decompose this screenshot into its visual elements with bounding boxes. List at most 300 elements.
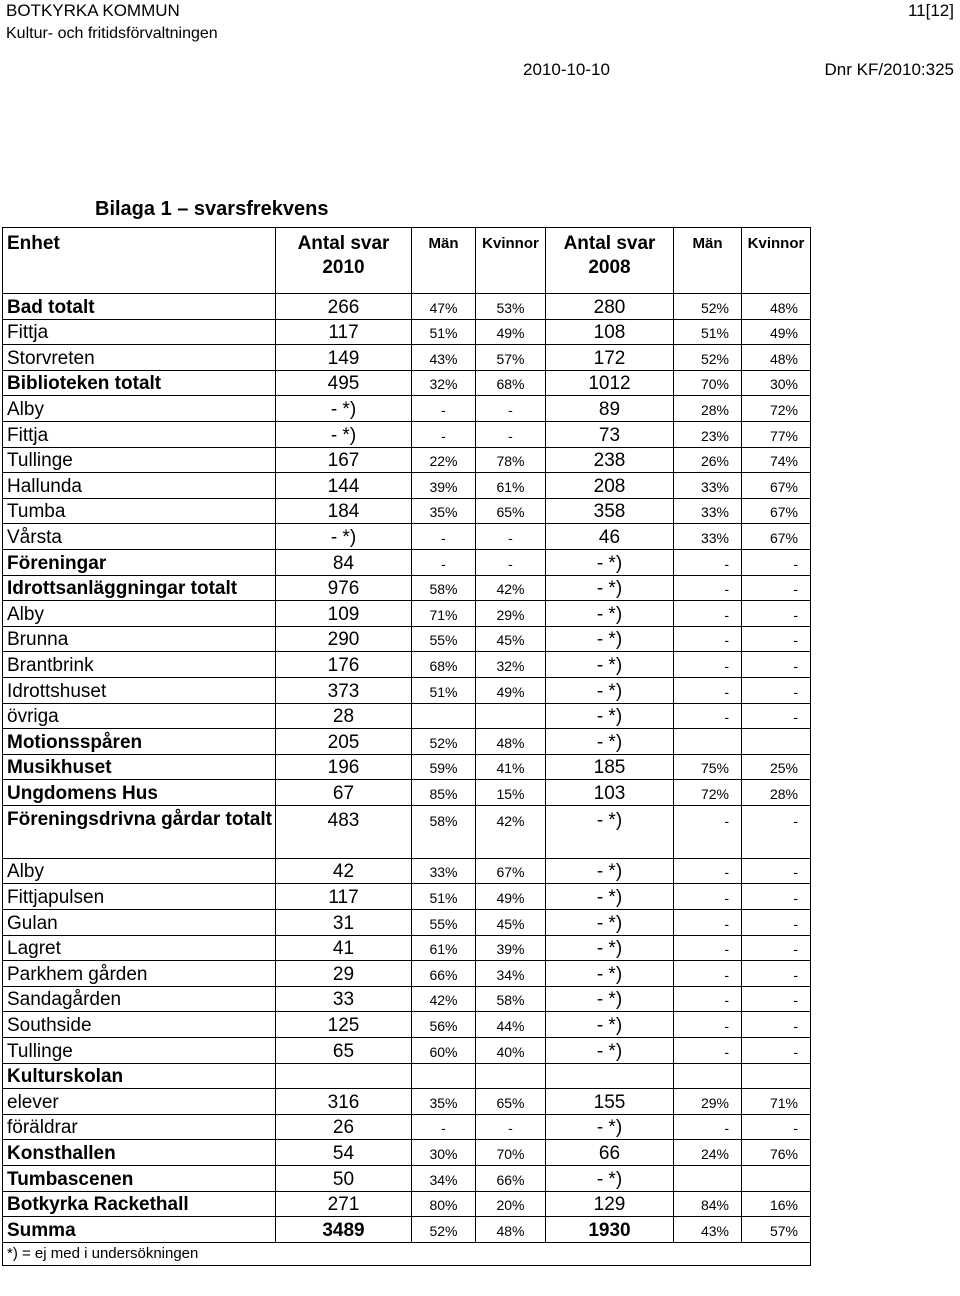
count-2010-cell: 205 bbox=[276, 729, 412, 755]
men-2008-cell: 84% bbox=[674, 1191, 742, 1217]
women-2010-cell: 42% bbox=[476, 575, 546, 601]
women-2010-cell: 40% bbox=[476, 1038, 546, 1064]
page-number: 11[12] bbox=[907, 1, 954, 20]
men-2010-cell: 51% bbox=[412, 319, 476, 345]
table-row bbox=[3, 1166, 811, 1192]
men-2010-cell: 42% bbox=[412, 986, 476, 1012]
table-row bbox=[3, 652, 811, 678]
unit-cell: Tumba bbox=[3, 498, 276, 524]
col-header-women-2008: Kvinnor bbox=[742, 228, 811, 294]
count-2008-cell: - *) bbox=[546, 986, 674, 1012]
unit-cell: Parkhem gården bbox=[3, 961, 276, 987]
men-2010-cell: 60% bbox=[412, 1038, 476, 1064]
men-2008-cell: 33% bbox=[674, 524, 742, 550]
table-row bbox=[3, 549, 811, 575]
count-2008-cell: - *) bbox=[546, 858, 674, 884]
women-2008-cell: - bbox=[742, 626, 811, 652]
unit-cell: Brunna bbox=[3, 626, 276, 652]
col-header-men-2008: Män bbox=[674, 228, 742, 294]
men-2008-cell: - bbox=[674, 986, 742, 1012]
count-2010-cell: - *) bbox=[276, 396, 412, 422]
men-2010-cell: 68% bbox=[412, 652, 476, 678]
women-2010-cell: 49% bbox=[476, 319, 546, 345]
table-header-row bbox=[3, 228, 811, 294]
women-2008-cell: - bbox=[742, 703, 811, 729]
table-row bbox=[3, 294, 811, 320]
men-2010-cell: 51% bbox=[412, 677, 476, 703]
women-2010-cell: 61% bbox=[476, 473, 546, 499]
men-2008-cell: 26% bbox=[674, 447, 742, 473]
count-2010-cell: 184 bbox=[276, 498, 412, 524]
unit-cell: Tumbascenen bbox=[3, 1166, 276, 1192]
women-2010-cell: - bbox=[476, 1114, 546, 1140]
women-2008-cell: - bbox=[742, 549, 811, 575]
women-2010-cell: 44% bbox=[476, 1012, 546, 1038]
unit-cell: Storvreten bbox=[3, 345, 276, 371]
count-2010-cell: 3489 bbox=[276, 1217, 412, 1243]
col-header-unit: Enhet bbox=[3, 228, 276, 294]
women-2010-cell: 57% bbox=[476, 345, 546, 371]
men-2008-cell: - bbox=[674, 805, 742, 858]
response-rate-table bbox=[2, 227, 811, 1266]
women-2010-cell: 45% bbox=[476, 910, 546, 936]
women-2008-cell bbox=[742, 729, 811, 755]
table-row bbox=[3, 677, 811, 703]
table-row bbox=[3, 601, 811, 627]
men-2010-cell: 58% bbox=[412, 575, 476, 601]
document-dnr: Dnr KF/2010:325 bbox=[824, 60, 954, 79]
men-2010-cell: 58% bbox=[412, 805, 476, 858]
count-2010-cell: 167 bbox=[276, 447, 412, 473]
table-row bbox=[3, 1140, 811, 1166]
men-2008-cell bbox=[674, 1166, 742, 1192]
document-date: 2010-10-10 bbox=[523, 60, 610, 79]
col-header-women-2010: Kvinnor bbox=[476, 228, 546, 294]
count-2010-cell: 31 bbox=[276, 910, 412, 936]
table-body bbox=[3, 294, 811, 1243]
unit-cell: Fittja bbox=[3, 421, 276, 447]
unit-cell: Hallunda bbox=[3, 473, 276, 499]
unit-cell: Föreningsdrivna gårdar totalt bbox=[3, 805, 276, 858]
men-2010-cell: - bbox=[412, 1114, 476, 1140]
men-2008-cell: - bbox=[674, 652, 742, 678]
table-row bbox=[3, 1217, 811, 1243]
count-2008-cell: 185 bbox=[546, 754, 674, 780]
men-2010-cell: 55% bbox=[412, 626, 476, 652]
men-2008-cell: - bbox=[674, 1038, 742, 1064]
women-2010-cell bbox=[476, 1063, 546, 1089]
unit-cell: Alby bbox=[3, 601, 276, 627]
women-2010-cell: 67% bbox=[476, 858, 546, 884]
count-2010-cell: 316 bbox=[276, 1089, 412, 1115]
count-2010-cell: 266 bbox=[276, 294, 412, 320]
count-2008-cell: - *) bbox=[546, 1166, 674, 1192]
count-2008-cell: - *) bbox=[546, 1012, 674, 1038]
women-2010-cell: - bbox=[476, 421, 546, 447]
men-2008-cell: - bbox=[674, 884, 742, 910]
count-2010-cell: 495 bbox=[276, 370, 412, 396]
count-2008-cell: - *) bbox=[546, 884, 674, 910]
women-2008-cell: - bbox=[742, 1114, 811, 1140]
count-2010-cell: - *) bbox=[276, 421, 412, 447]
unit-cell: elever bbox=[3, 1089, 276, 1115]
count-2010-cell: 144 bbox=[276, 473, 412, 499]
men-2008-cell: 24% bbox=[674, 1140, 742, 1166]
table-row bbox=[3, 575, 811, 601]
count-2008-cell: - *) bbox=[546, 652, 674, 678]
men-2008-cell: 72% bbox=[674, 780, 742, 806]
count-2008-cell: 66 bbox=[546, 1140, 674, 1166]
count-2010-cell: 42 bbox=[276, 858, 412, 884]
women-2010-cell: 48% bbox=[476, 1217, 546, 1243]
table-row bbox=[3, 986, 811, 1012]
women-2010-cell: 32% bbox=[476, 652, 546, 678]
women-2008-cell: - bbox=[742, 858, 811, 884]
women-2010-cell: 65% bbox=[476, 1089, 546, 1115]
women-2008-cell: 67% bbox=[742, 524, 811, 550]
men-2008-cell: 33% bbox=[674, 498, 742, 524]
table-row bbox=[3, 1012, 811, 1038]
unit-cell: Brantbrink bbox=[3, 652, 276, 678]
unit-cell: Vårsta bbox=[3, 524, 276, 550]
women-2010-cell: 53% bbox=[476, 294, 546, 320]
unit-cell: Sandagården bbox=[3, 986, 276, 1012]
women-2010-cell: 29% bbox=[476, 601, 546, 627]
unit-cell: Kulturskolan bbox=[3, 1063, 276, 1089]
women-2008-cell: 48% bbox=[742, 345, 811, 371]
women-2008-cell: 49% bbox=[742, 319, 811, 345]
men-2010-cell: - bbox=[412, 549, 476, 575]
count-2008-cell: 1012 bbox=[546, 370, 674, 396]
men-2008-cell: - bbox=[674, 703, 742, 729]
men-2010-cell: 85% bbox=[412, 780, 476, 806]
men-2008-cell: - bbox=[674, 935, 742, 961]
unit-cell: Fittjapulsen bbox=[3, 884, 276, 910]
unit-cell: Motionsspåren bbox=[3, 729, 276, 755]
count-2010-cell: 149 bbox=[276, 345, 412, 371]
women-2008-cell: 28% bbox=[742, 780, 811, 806]
unit-cell: Musikhuset bbox=[3, 754, 276, 780]
women-2008-cell: - bbox=[742, 884, 811, 910]
unit-cell: Lagret bbox=[3, 935, 276, 961]
men-2010-cell: 59% bbox=[412, 754, 476, 780]
count-2008-cell: - *) bbox=[546, 805, 674, 858]
count-2008-cell: 129 bbox=[546, 1191, 674, 1217]
women-2008-cell: - bbox=[742, 652, 811, 678]
men-2010-cell: 35% bbox=[412, 1089, 476, 1115]
count-2010-cell: 54 bbox=[276, 1140, 412, 1166]
table-row bbox=[3, 754, 811, 780]
men-2010-cell bbox=[412, 703, 476, 729]
men-2010-cell: 52% bbox=[412, 729, 476, 755]
women-2008-cell: 57% bbox=[742, 1217, 811, 1243]
women-2010-cell: 58% bbox=[476, 986, 546, 1012]
women-2008-cell: 77% bbox=[742, 421, 811, 447]
men-2010-cell: 71% bbox=[412, 601, 476, 627]
men-2008-cell: 70% bbox=[674, 370, 742, 396]
count-2010-cell: 50 bbox=[276, 1166, 412, 1192]
men-2008-cell: - bbox=[674, 910, 742, 936]
men-2008-cell: 33% bbox=[674, 473, 742, 499]
unit-cell: Föreningar bbox=[3, 549, 276, 575]
table-row bbox=[3, 1063, 811, 1089]
men-2008-cell: 52% bbox=[674, 294, 742, 320]
count-2008-cell: 155 bbox=[546, 1089, 674, 1115]
men-2008-cell: - bbox=[674, 1114, 742, 1140]
count-2010-cell: 976 bbox=[276, 575, 412, 601]
women-2010-cell: 49% bbox=[476, 677, 546, 703]
count-2008-cell: 280 bbox=[546, 294, 674, 320]
footnote-row bbox=[3, 1242, 811, 1265]
count-2008-cell: - *) bbox=[546, 703, 674, 729]
count-2010-cell: - *) bbox=[276, 524, 412, 550]
women-2008-cell bbox=[742, 1166, 811, 1192]
count-2008-cell: 103 bbox=[546, 780, 674, 806]
men-2008-cell: - bbox=[674, 858, 742, 884]
col-header-men-2010: Män bbox=[412, 228, 476, 294]
table-row bbox=[3, 421, 811, 447]
women-2008-cell: 74% bbox=[742, 447, 811, 473]
men-2010-cell: 51% bbox=[412, 884, 476, 910]
men-2008-cell: 28% bbox=[674, 396, 742, 422]
men-2010-cell: 35% bbox=[412, 498, 476, 524]
unit-cell: Fittja bbox=[3, 319, 276, 345]
women-2008-cell: 25% bbox=[742, 754, 811, 780]
men-2010-cell: - bbox=[412, 524, 476, 550]
men-2010-cell: 39% bbox=[412, 473, 476, 499]
count-2008-cell: 108 bbox=[546, 319, 674, 345]
table-row bbox=[3, 805, 811, 858]
table-row bbox=[3, 319, 811, 345]
count-2008-cell: 172 bbox=[546, 345, 674, 371]
women-2008-cell: - bbox=[742, 805, 811, 858]
count-2008-cell: - *) bbox=[546, 549, 674, 575]
women-2010-cell: 41% bbox=[476, 754, 546, 780]
women-2010-cell: - bbox=[476, 549, 546, 575]
count-2010-cell: 109 bbox=[276, 601, 412, 627]
page-title: Bilaga 1 – svarsfrekvens bbox=[95, 198, 329, 220]
men-2008-cell: 29% bbox=[674, 1089, 742, 1115]
women-2010-cell: - bbox=[476, 524, 546, 550]
women-2008-cell: 71% bbox=[742, 1089, 811, 1115]
men-2008-cell: 51% bbox=[674, 319, 742, 345]
col-header-count-2008: Antal svar 2008 bbox=[546, 228, 674, 294]
women-2010-cell: - bbox=[476, 396, 546, 422]
count-2010-cell: 196 bbox=[276, 754, 412, 780]
count-2010-cell: 84 bbox=[276, 549, 412, 575]
men-2008-cell: - bbox=[674, 626, 742, 652]
women-2010-cell: 45% bbox=[476, 626, 546, 652]
count-2010-cell: 125 bbox=[276, 1012, 412, 1038]
table-row bbox=[3, 729, 811, 755]
count-2008-cell: - *) bbox=[546, 1038, 674, 1064]
women-2008-cell: - bbox=[742, 935, 811, 961]
table-row bbox=[3, 1191, 811, 1217]
count-2008-cell: 46 bbox=[546, 524, 674, 550]
unit-cell: Idrottsanläggningar totalt bbox=[3, 575, 276, 601]
count-2010-cell: 67 bbox=[276, 780, 412, 806]
table-row bbox=[3, 961, 811, 987]
unit-cell: Ungdomens Hus bbox=[3, 780, 276, 806]
women-2008-cell: 48% bbox=[742, 294, 811, 320]
men-2008-cell bbox=[674, 729, 742, 755]
men-2010-cell: 32% bbox=[412, 370, 476, 396]
count-2008-cell: 73 bbox=[546, 421, 674, 447]
women-2008-cell: 30% bbox=[742, 370, 811, 396]
unit-cell: Biblioteken totalt bbox=[3, 370, 276, 396]
men-2010-cell: 80% bbox=[412, 1191, 476, 1217]
men-2010-cell: 34% bbox=[412, 1166, 476, 1192]
women-2010-cell: 20% bbox=[476, 1191, 546, 1217]
unit-cell: Konsthallen bbox=[3, 1140, 276, 1166]
count-2010-cell: 117 bbox=[276, 884, 412, 910]
table-row bbox=[3, 447, 811, 473]
table-row bbox=[3, 370, 811, 396]
count-2010-cell: 28 bbox=[276, 703, 412, 729]
men-2010-cell: 47% bbox=[412, 294, 476, 320]
table-row bbox=[3, 626, 811, 652]
women-2008-cell: - bbox=[742, 677, 811, 703]
women-2010-cell: 15% bbox=[476, 780, 546, 806]
count-2008-cell: 208 bbox=[546, 473, 674, 499]
count-2008-cell: - *) bbox=[546, 910, 674, 936]
table-row bbox=[3, 1089, 811, 1115]
men-2008-cell: 75% bbox=[674, 754, 742, 780]
table-row bbox=[3, 858, 811, 884]
women-2010-cell: 48% bbox=[476, 729, 546, 755]
men-2008-cell: - bbox=[674, 677, 742, 703]
unit-cell: Botkyrka Rackethall bbox=[3, 1191, 276, 1217]
unit-cell: Idrottshuset bbox=[3, 677, 276, 703]
women-2008-cell: - bbox=[742, 986, 811, 1012]
table-row bbox=[3, 524, 811, 550]
count-2008-cell: - *) bbox=[546, 1114, 674, 1140]
unit-cell: Bad totalt bbox=[3, 294, 276, 320]
table-row bbox=[3, 910, 811, 936]
unit-cell: Alby bbox=[3, 858, 276, 884]
count-2010-cell: 271 bbox=[276, 1191, 412, 1217]
men-2008-cell: - bbox=[674, 961, 742, 987]
women-2008-cell: 16% bbox=[742, 1191, 811, 1217]
men-2010-cell: 43% bbox=[412, 345, 476, 371]
men-2010-cell: - bbox=[412, 396, 476, 422]
count-2008-cell: - *) bbox=[546, 626, 674, 652]
women-2010-cell bbox=[476, 703, 546, 729]
count-2008-cell: - *) bbox=[546, 961, 674, 987]
count-2010-cell: 41 bbox=[276, 935, 412, 961]
count-2010-cell: 117 bbox=[276, 319, 412, 345]
women-2010-cell: 39% bbox=[476, 935, 546, 961]
col-header-count-2010: Antal svar 2010 bbox=[276, 228, 412, 294]
footnote: *) = ej med i undersökningen bbox=[3, 1242, 811, 1265]
count-2008-cell: - *) bbox=[546, 601, 674, 627]
count-2008-cell: 1930 bbox=[546, 1217, 674, 1243]
women-2008-cell: - bbox=[742, 601, 811, 627]
count-2010-cell bbox=[276, 1063, 412, 1089]
unit-cell: Summa bbox=[3, 1217, 276, 1243]
women-2008-cell: 67% bbox=[742, 473, 811, 499]
women-2010-cell: 49% bbox=[476, 884, 546, 910]
women-2010-cell: 42% bbox=[476, 805, 546, 858]
women-2010-cell: 70% bbox=[476, 1140, 546, 1166]
table-row bbox=[3, 1114, 811, 1140]
unit-cell: Alby bbox=[3, 396, 276, 422]
women-2010-cell: 78% bbox=[476, 447, 546, 473]
count-2010-cell: 65 bbox=[276, 1038, 412, 1064]
men-2010-cell: 33% bbox=[412, 858, 476, 884]
org-name: BOTKYRKA KOMMUN bbox=[6, 1, 180, 20]
women-2010-cell: 68% bbox=[476, 370, 546, 396]
men-2008-cell: - bbox=[674, 575, 742, 601]
men-2008-cell: - bbox=[674, 601, 742, 627]
count-2008-cell: - *) bbox=[546, 575, 674, 601]
men-2010-cell: 55% bbox=[412, 910, 476, 936]
men-2010-cell bbox=[412, 1063, 476, 1089]
women-2010-cell: 65% bbox=[476, 498, 546, 524]
table-row bbox=[3, 884, 811, 910]
count-2008-cell: - *) bbox=[546, 677, 674, 703]
unit-cell: Gulan bbox=[3, 910, 276, 936]
table-row bbox=[3, 703, 811, 729]
count-2008-cell: - *) bbox=[546, 729, 674, 755]
women-2008-cell: - bbox=[742, 575, 811, 601]
count-2010-cell: 176 bbox=[276, 652, 412, 678]
count-2008-cell: 238 bbox=[546, 447, 674, 473]
men-2010-cell: 52% bbox=[412, 1217, 476, 1243]
table-row bbox=[3, 935, 811, 961]
table-row bbox=[3, 498, 811, 524]
men-2010-cell: - bbox=[412, 421, 476, 447]
men-2008-cell: 43% bbox=[674, 1217, 742, 1243]
women-2008-cell: - bbox=[742, 910, 811, 936]
unit-cell: Tullinge bbox=[3, 447, 276, 473]
unit-cell: Southside bbox=[3, 1012, 276, 1038]
men-2008-cell bbox=[674, 1063, 742, 1089]
count-2010-cell: 26 bbox=[276, 1114, 412, 1140]
men-2008-cell: - bbox=[674, 1012, 742, 1038]
count-2008-cell: 358 bbox=[546, 498, 674, 524]
women-2008-cell: - bbox=[742, 961, 811, 987]
count-2008-cell: 89 bbox=[546, 396, 674, 422]
men-2008-cell: 23% bbox=[674, 421, 742, 447]
table-row bbox=[3, 1038, 811, 1064]
men-2010-cell: 66% bbox=[412, 961, 476, 987]
count-2010-cell: 33 bbox=[276, 986, 412, 1012]
unit-cell: föräldrar bbox=[3, 1114, 276, 1140]
count-2010-cell: 290 bbox=[276, 626, 412, 652]
unit-cell: Tullinge bbox=[3, 1038, 276, 1064]
table-row bbox=[3, 396, 811, 422]
men-2010-cell: 22% bbox=[412, 447, 476, 473]
table-row bbox=[3, 345, 811, 371]
department-name: Kultur- och fritidsförvaltningen bbox=[6, 25, 218, 42]
women-2010-cell: 66% bbox=[476, 1166, 546, 1192]
women-2010-cell: 34% bbox=[476, 961, 546, 987]
men-2010-cell: 30% bbox=[412, 1140, 476, 1166]
count-2010-cell: 29 bbox=[276, 961, 412, 987]
men-2010-cell: 56% bbox=[412, 1012, 476, 1038]
table-row bbox=[3, 473, 811, 499]
men-2008-cell: 52% bbox=[674, 345, 742, 371]
count-2010-cell: 373 bbox=[276, 677, 412, 703]
women-2008-cell: - bbox=[742, 1012, 811, 1038]
unit-cell: övriga bbox=[3, 703, 276, 729]
men-2010-cell: 61% bbox=[412, 935, 476, 961]
women-2008-cell bbox=[742, 1063, 811, 1089]
count-2010-cell: 483 bbox=[276, 805, 412, 858]
women-2008-cell: 67% bbox=[742, 498, 811, 524]
table-row bbox=[3, 780, 811, 806]
